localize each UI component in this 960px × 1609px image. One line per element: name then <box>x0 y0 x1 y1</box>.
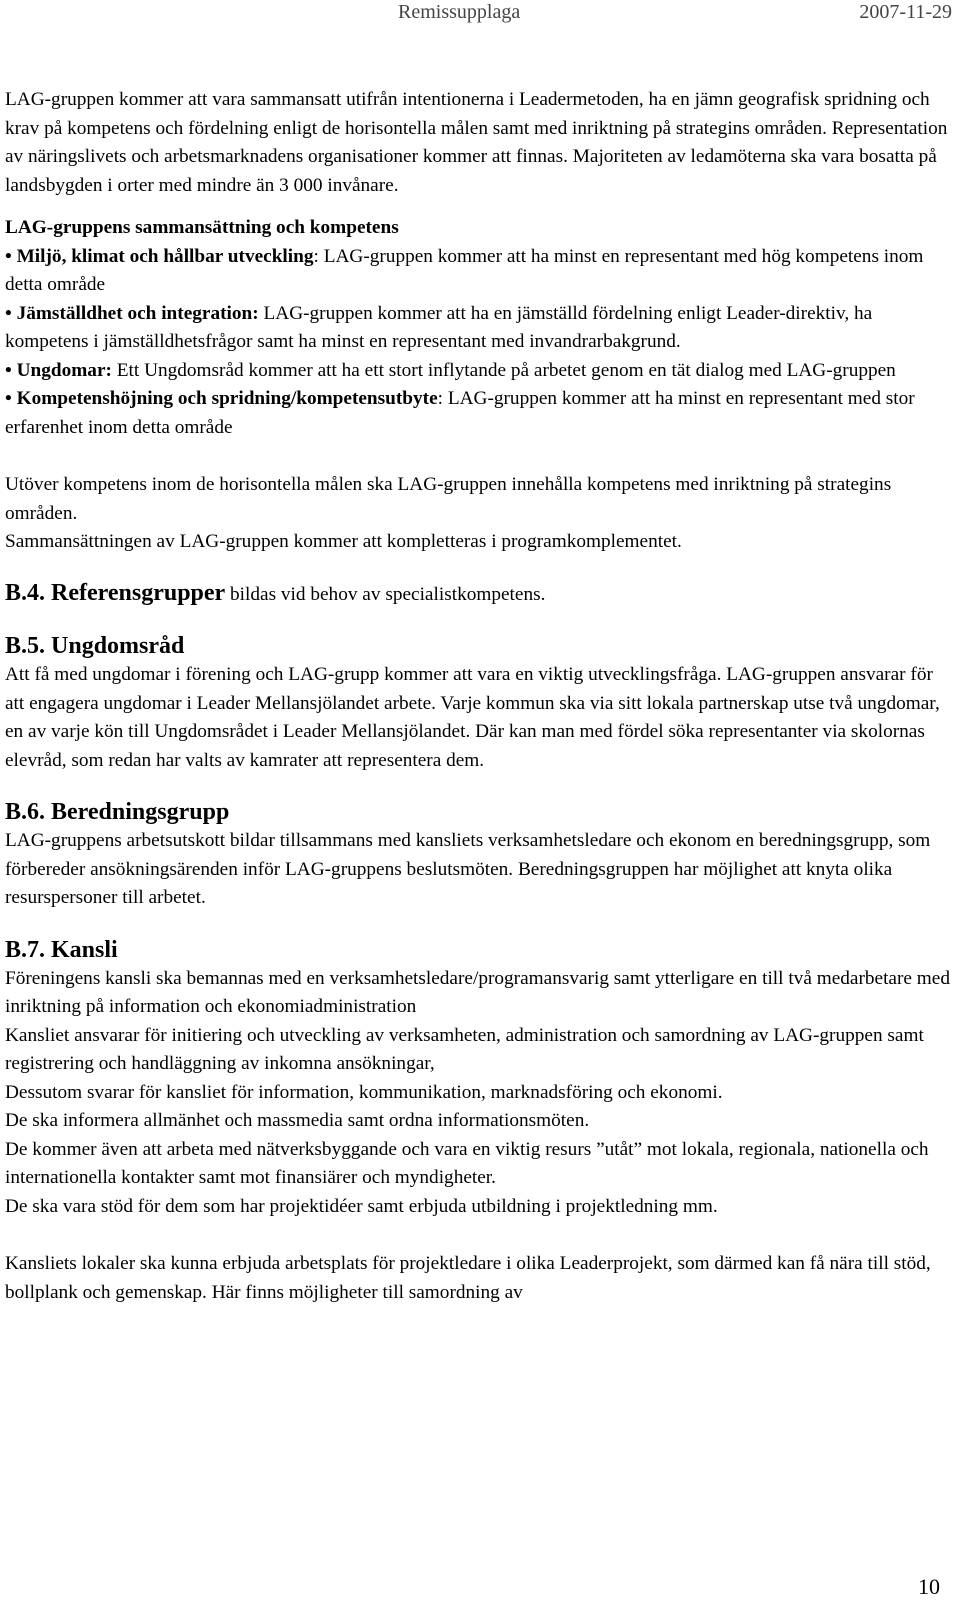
section-b7-line: Kansliet ansvarar för initiering och utveckling av verksamheten, administration och samordning av LAG-gruppen samt registrering och handläggning av inkomna ansökningar, <box>5 1024 924 1074</box>
bullet-item <box>5 243 955 300</box>
bullet-marker: • <box>5 302 12 324</box>
document-body <box>5 86 955 1307</box>
bullet-text: LAG-gruppen kommer att ha minst en representant med stor erfarenhet inom detta område <box>5 388 915 438</box>
bullet-text: LAG-gruppen kommer att ha minst en representant med hög kompetens inom detta område <box>5 245 924 295</box>
section-b7-line: De ska vara stöd för dem som har projektidéer samt erbjuda utbildning i projektledning mm. <box>5 1195 718 1217</box>
completion-paragraph: Sammansättningen av LAG-gruppen kommer att kompletteras i programkomplementet. <box>5 531 682 552</box>
composition-heading: LAG-gruppens sammansättning och kompetens <box>5 217 399 238</box>
section-b5-text: Att få med ungdomar i förening och LAG-grupp kommer att vara en viktig utvecklingsfråga. LAG-gruppen ansvarar för att engagera ungdomar i Leader Mellansjölandet arbete. Varje kommun ska via sitt lokala partnerskap utse två ungdomar, en av varje kön till Ungdomsrådet i Leader Mellansjölandet. Där kan man med fördel söka representanter via skolornas elevråd, som redan har valts av kamrater att representera dem. <box>5 664 940 771</box>
bullet-marker: • <box>5 359 12 381</box>
horizontal-goals-paragraph: Utöver kompetens inom de horisontella målen ska LAG-gruppen innehålla kompetens med inriktning på strategins områden. <box>5 474 892 524</box>
section-b4 <box>5 579 955 610</box>
section-b6-heading: B.6. Beredningsgrupp <box>5 799 230 825</box>
bullet-separator: : <box>313 245 319 267</box>
bullet-item <box>5 385 955 442</box>
section-b7-heading: B.7. Kansli <box>5 936 118 963</box>
bullet-text: Ett Ungdomsråd kommer att ha ett stort inflytande på arbetet genom en tät dialog med LAG-gruppen <box>111 359 896 381</box>
bullet-text: LAG-gruppen kommer att ha en jämställd fördelning enligt Leader-direktiv, ha kompetens i jämställdhetsfrågor samt ha minst en representant med invandrarbakgrund. <box>5 302 873 352</box>
bullet-item <box>5 357 955 386</box>
section-b7-line: Föreningens kansli ska bemannas med en verksamhetsledare/programansvarig samt ytterligare en till två medarbetare med inriktning på information och ekonomiadministration <box>5 967 950 1017</box>
intro-paragraph: LAG-gruppen kommer att vara sammansatt utifrån intentionerna i Leadermetoden, ha en jämn geografisk spridning och krav på kompetens och fördelning enligt de horisontella målen samt med inriktning på strategins områden. Representation av näringslivets och arbetsmarknadens organisationer kommer att finnas. Majoriteten av ledamöterna ska vara bosatta på landsbygden i orter med mindre än 3 000 invånare. <box>5 89 948 196</box>
bullet-separator: : <box>437 388 443 409</box>
section-b7-premises-paragraph: Kansliets lokaler ska kunna erbjuda arbetsplats för projektledare i olika Leaderprojekt, som därmed kan få nära till stöd, bollplank och gemenskap. Här finns möjligheter till samordning av <box>5 1253 931 1303</box>
bullet-term: Ungdomar: <box>16 359 112 381</box>
section-b4-text: bildas vid behov av specialistkompetens. <box>225 583 546 605</box>
header-edition-label: Remissupplaga <box>398 1 521 23</box>
bullet-item <box>5 300 955 357</box>
section-b4-heading: B.4. Referensgrupper <box>5 579 226 606</box>
section-b6-text: LAG-gruppens arbetsutskott bildar tillsammans med kansliets verksamhetsledare och ekonom en beredningsgrupp, som förbereder ansökningsärenden inför LAG-gruppens beslutsmöten. Beredningsgruppen har möjlighet att knyta olika resurspersoner till arbetet. <box>5 830 931 908</box>
bullet-marker: • <box>5 245 12 267</box>
bullet-term: Miljö, klimat och hållbar utveckling <box>16 245 314 267</box>
section-b7-line: De ska informera allmänhet och massmedia samt ordna informationsmöten. <box>5 1110 590 1131</box>
header-date: 2007-11-29 <box>859 1 952 23</box>
bullet-term: Kompetenshöjning och spridning/kompetensutbyte <box>16 388 438 409</box>
section-b5-heading: B.5. Ungdomsråd <box>5 633 185 659</box>
section-b7-line: De kommer även att arbeta med nätverksbyggande och vara en viktig resurs ”utåt” mot lokala, regionala, nationella och internationella kontakter samt mot finansiärer och myndigheter. <box>5 1138 929 1188</box>
bullet-marker: • <box>5 388 12 409</box>
section-b7-line: Dessutom svarar för kansliet för information, kommunikation, marknadsföring och ekonomi. <box>5 1081 723 1103</box>
bullet-term: Jämställdhet och integration: <box>16 302 259 324</box>
page-number: 10 <box>918 1574 940 1599</box>
